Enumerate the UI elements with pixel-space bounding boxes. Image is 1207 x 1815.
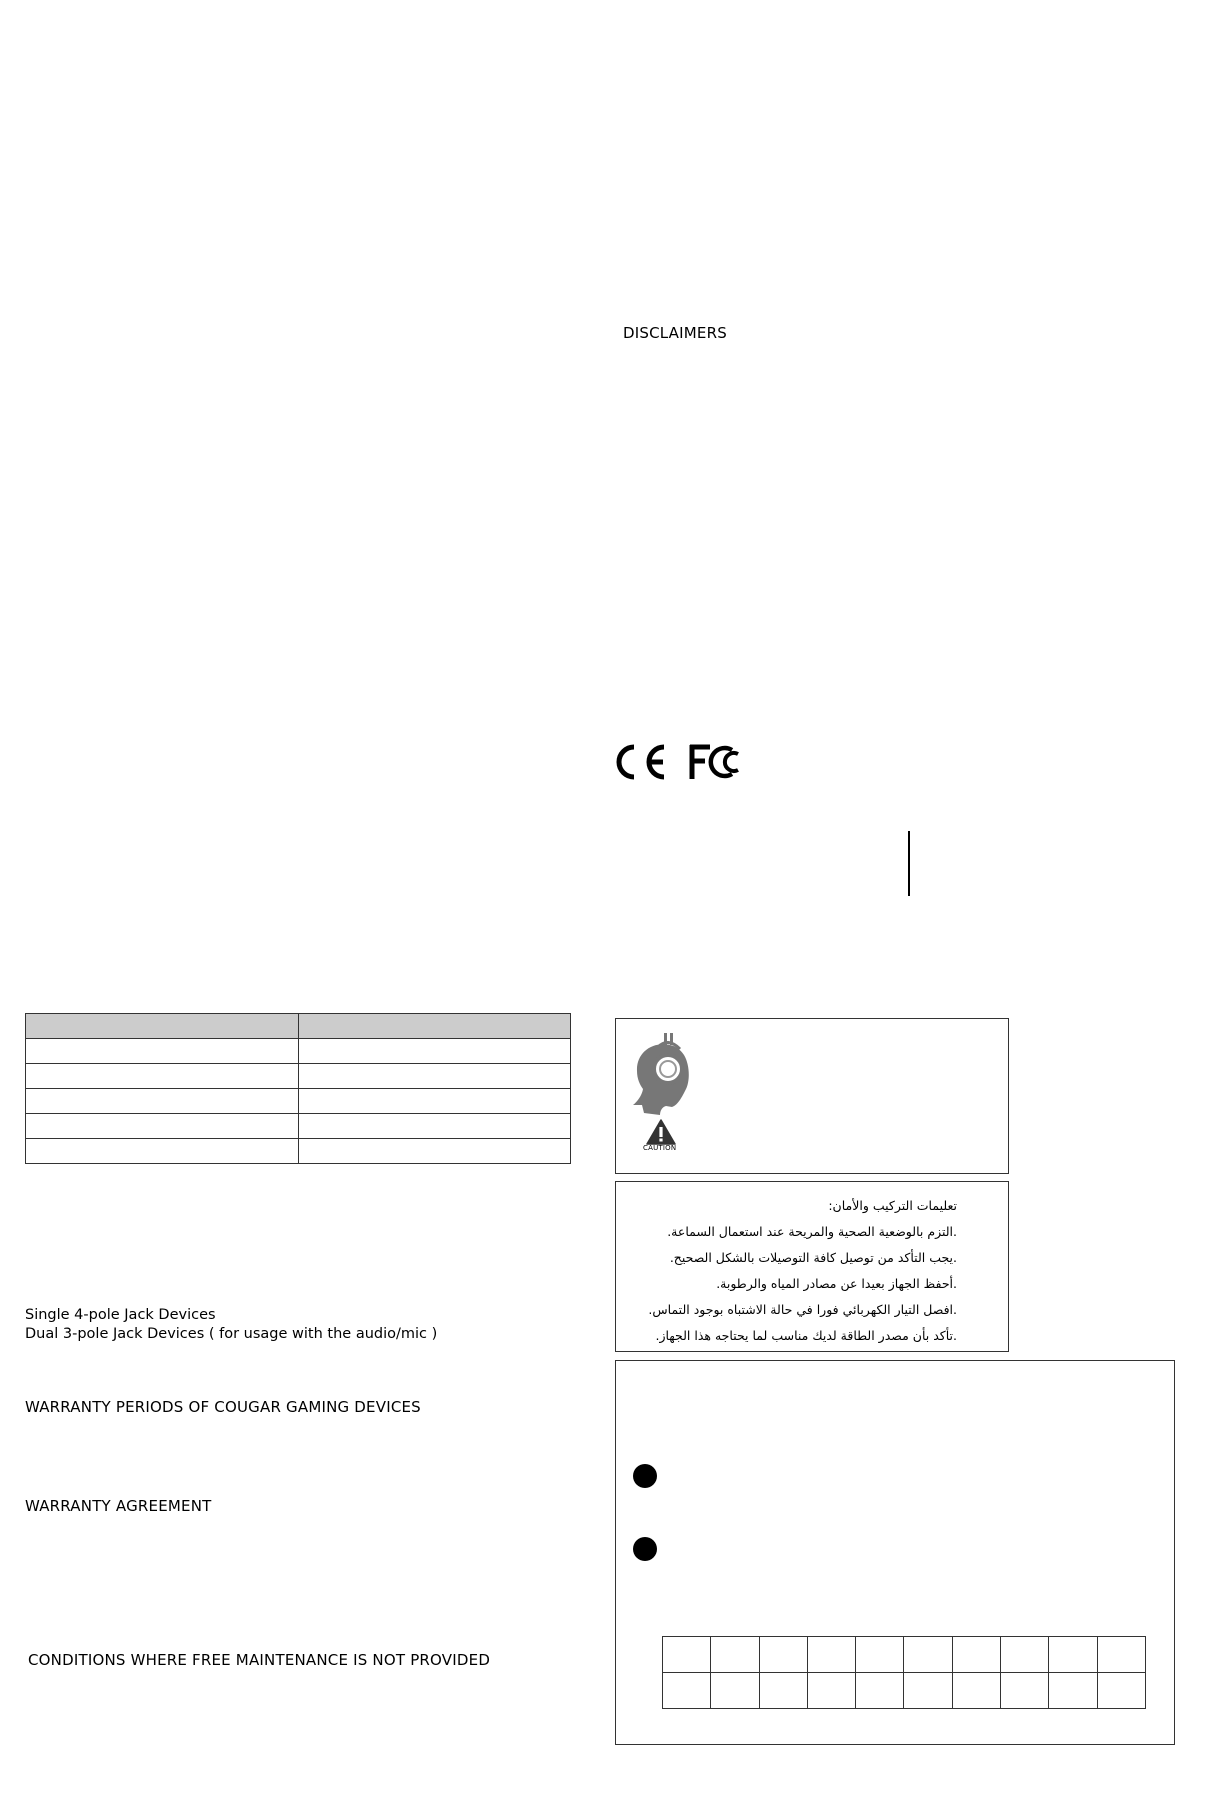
grid-cell <box>663 1673 711 1709</box>
table-cell <box>26 1064 299 1089</box>
grid-cell <box>952 1637 1000 1673</box>
arabic-item: .تأكد بأن مصدر الطاقة لديك مناسب لما يحتاجه هذا الجهاز. <box>655 1328 957 1343</box>
arabic-item: .يجب التأكد من توصيل كافة التوصيلات بالشكل الصحيح. <box>669 1250 957 1265</box>
table-cell <box>298 1114 571 1139</box>
arabic-instructions-box <box>615 1181 1009 1352</box>
grid-cell <box>856 1637 904 1673</box>
warranty-periods-heading: WARRANTY PERIODS OF COUGAR GAMING DEVICES <box>25 1398 421 1416</box>
table-cell <box>298 1039 571 1064</box>
table-cell <box>298 1064 571 1089</box>
table-row <box>26 1139 571 1164</box>
table-row <box>663 1673 1146 1709</box>
serial-number-grid <box>662 1636 1146 1709</box>
table-row <box>26 1064 571 1089</box>
table-cell <box>26 1139 299 1164</box>
grid-cell <box>807 1673 855 1709</box>
grid-cell <box>904 1673 952 1709</box>
table-row <box>663 1637 1146 1673</box>
grid-cell <box>1001 1673 1049 1709</box>
warranty-card-box <box>615 1360 1175 1745</box>
grid-cell <box>1097 1637 1145 1673</box>
table-cell <box>26 1014 299 1039</box>
arabic-item: .أحفظ الجهاز بعيدا عن مصادر المياه والرطوبة. <box>716 1276 957 1291</box>
warranty-agreement-heading: WARRANTY AGREEMENT <box>25 1497 212 1515</box>
jack-table <box>25 1013 571 1164</box>
grid-cell <box>1049 1637 1097 1673</box>
arabic-item: .افصل التيار الكهربائي فورا في حالة الاشتباه بوجود التماس. <box>648 1302 957 1317</box>
table-row <box>26 1039 571 1064</box>
grid-cell <box>663 1637 711 1673</box>
arabic-title: تعليمات التركيب والأمان: <box>828 1198 957 1213</box>
bullet-dot <box>633 1464 657 1488</box>
table-cell <box>298 1139 571 1164</box>
grid-cell <box>1097 1673 1145 1709</box>
table-cell <box>26 1089 299 1114</box>
table-header-row <box>26 1014 571 1039</box>
grid-cell <box>711 1673 759 1709</box>
grid-cell <box>1049 1673 1097 1709</box>
grid-cell <box>759 1673 807 1709</box>
caution-label: CAUTION <box>643 1144 677 1152</box>
grid-cell <box>856 1673 904 1709</box>
table-row <box>26 1114 571 1139</box>
conditions-heading: CONDITIONS WHERE FREE MAINTENANCE IS NOT PROVIDED <box>28 1651 491 1669</box>
ce-mark-icon <box>612 742 670 782</box>
vertical-divider <box>908 831 910 896</box>
certification-marks <box>612 738 744 786</box>
bullet-dot <box>633 1537 657 1561</box>
grid-cell <box>807 1637 855 1673</box>
warning-triangle-icon <box>646 1119 676 1145</box>
table-cell <box>298 1089 571 1114</box>
table-row <box>26 1089 571 1114</box>
table-cell <box>26 1039 299 1064</box>
fcc-mark-icon <box>688 742 744 782</box>
table-cell <box>298 1014 571 1039</box>
grid-cell <box>759 1637 807 1673</box>
disclaimers-heading: DISCLAIMERS <box>623 324 727 342</box>
grid-cell <box>1001 1637 1049 1673</box>
headphone-head-icon <box>630 1031 694 1117</box>
table-cell <box>26 1114 299 1139</box>
caution-box <box>615 1018 1009 1174</box>
grid-cell <box>952 1673 1000 1709</box>
jack-devices-line-2: Dual 3-pole Jack Devices ( for usage with the audio/mic ) <box>25 1326 438 1342</box>
arabic-item: .التزم بالوضعية الصحية والمريحة عند استعمال السماعة. <box>667 1224 957 1239</box>
jack-devices-line-1: Single 4-pole Jack Devices <box>25 1307 216 1323</box>
grid-cell <box>711 1637 759 1673</box>
grid-cell <box>904 1637 952 1673</box>
